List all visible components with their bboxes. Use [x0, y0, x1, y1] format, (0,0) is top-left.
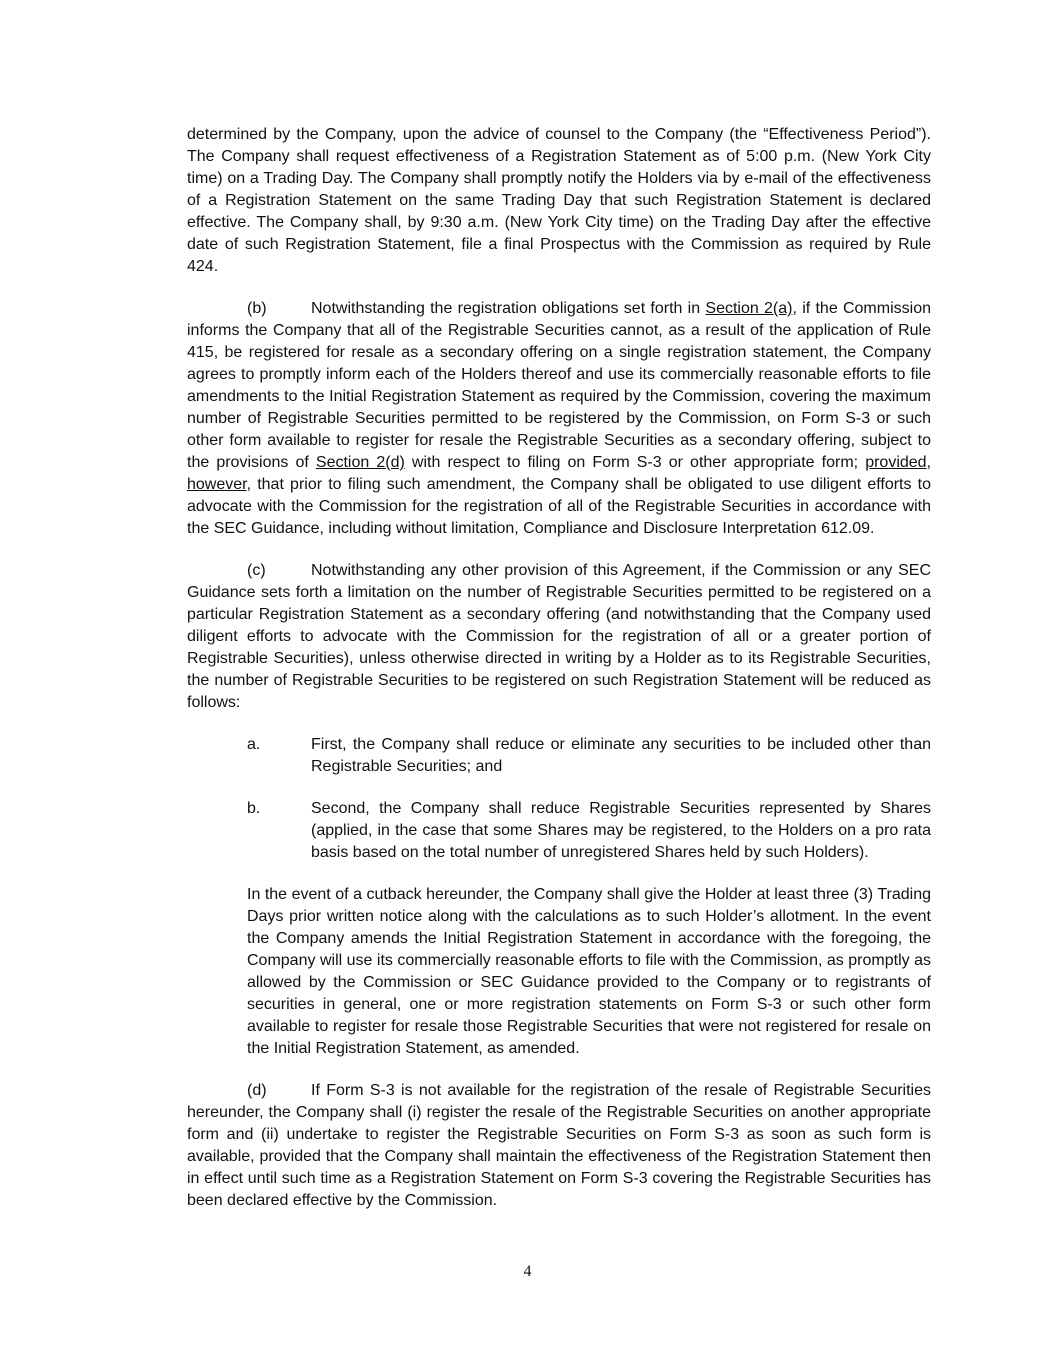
list-item-text: First, the Company shall reduce or eliminate any securities to be included other than Registrable Securities; and	[311, 736, 931, 775]
section-d-label: (d)	[247, 1082, 267, 1099]
however-term: however	[187, 476, 247, 493]
provided-term: provided	[865, 454, 927, 471]
section-d-text: If Form S-3 is not available for the registration of the resale of Registrable Securities hereunder, the Company shall (i) register the resale of the Registrable Securities on another appropriate form and (ii) undertake to register the Registrable Securities on Form S-3 as soon as such form is available, provided that the Company shall maintain the effectiveness of the Registration Statement then in effect until such time as a Registration Statement on Form S-3 covering the Registrable Securities has been declared effective by the Commission.	[187, 1082, 931, 1209]
section-b-label: (b)	[247, 300, 267, 317]
section-b-text-1: Notwithstanding the registration obligations set forth in	[311, 300, 706, 317]
cutback-paragraph: In the event of a cutback hereunder, the Company shall give the Holder at least three (3) Trading Days prior written notice along with the calculations as to such Holder’s allotment. In the event the Company amends the Initial Registration Statement in accordance with the foregoing, the Company will use its commercially reasonable efforts to file with the Commission, as promptly as allowed by the Commission or SEC Guidance provided to the Company or to registrants of securities in general, one or more registration statements on Form S-3 or such other form available to register for resale those Registrable Securities that were not registered for resale on the Initial Registration Statement, as amended.	[247, 886, 931, 1057]
section-b-text-2: , if the Commission informs the Company that all of the Registrable Securities cannot, as a result of the application of Rule 415, be registered for resale as a secondary offering on a single registration statement, the Company agrees to promptly inform each of the Holders thereof and use its commercially reasonable efforts to file amendments to the Initial Registration Statement as required by the Commission, covering the maximum number of Registrable Securities permitted to be registered by the Commission, on Form S-3 or such other form available to register for resale the Registrable Securities as a secondary offering, subject to the provisions of	[187, 300, 931, 471]
section-c-label: (c)	[247, 562, 266, 579]
list-item	[187, 734, 931, 778]
section-2d-reference: Section 2(d)	[315, 454, 405, 471]
list-item-text: Second, the Company shall reduce Registrable Securities represented by Shares (applied, in the case that some Shares may be registered, to the Holders on a pro rata basis based on the total number of unregistered Shares held by such Holders).	[311, 800, 931, 861]
reduction-list	[187, 734, 931, 864]
section-d-paragraph	[187, 1080, 931, 1212]
section-2a-reference: Section 2(a)	[705, 300, 793, 317]
document-page	[187, 124, 931, 1232]
list-item-letter: b.	[247, 800, 261, 817]
section-c-paragraph	[187, 560, 931, 714]
section-c-text: Notwithstanding any other provision of this Agreement, if the Commission or any SEC Guidance sets forth a limitation on the number of Registrable Securities permitted to be registered on a particular Registration Statement as a secondary offering (and notwithstanding that the Company used diligent efforts to advocate with the Commission for the registration of all or a greater portion of Registrable Securities), unless otherwise directed in writing by a Holder as to its Registrable Securities, the number of Registrable Securities to be registered on such Registration Statement will be reduced as follows:	[187, 562, 931, 711]
section-b-comma: ,	[926, 454, 932, 471]
section-b-text-4: , that prior to filing such amendment, the Company shall be obligated to use diligent efforts to advocate with the Commission for the registration of all of the Registrable Securities in accordance with the SEC Guidance, including without limitation, Compliance and Disclosure Interpretation 612.09.	[187, 476, 931, 537]
list-item-letter: a.	[247, 736, 261, 753]
section-b-paragraph	[187, 298, 931, 540]
section-b-text-3: with respect to filing on Form S-3 or other appropriate form;	[404, 454, 866, 471]
paragraph-continuation: determined by the Company, upon the advice of counsel to the Company (the “Effectiveness Period”). The Company shall request effectiveness of a Registration Statement as of 5:00 p.m. (New York City time) on a Trading Day. The Company shall promptly notify the Holders via by e-mail of the effectiveness of a Registration Statement on the same Trading Day that such Registration Statement is declared effective. The Company shall, by 9:30 a.m. (New York City time) on the Trading Day after the effective date of such Registration Statement, file a final Prospectus with the Commission as required by Rule 424.	[187, 126, 931, 275]
page-number: 4	[523, 1263, 532, 1280]
list-item	[187, 798, 931, 864]
